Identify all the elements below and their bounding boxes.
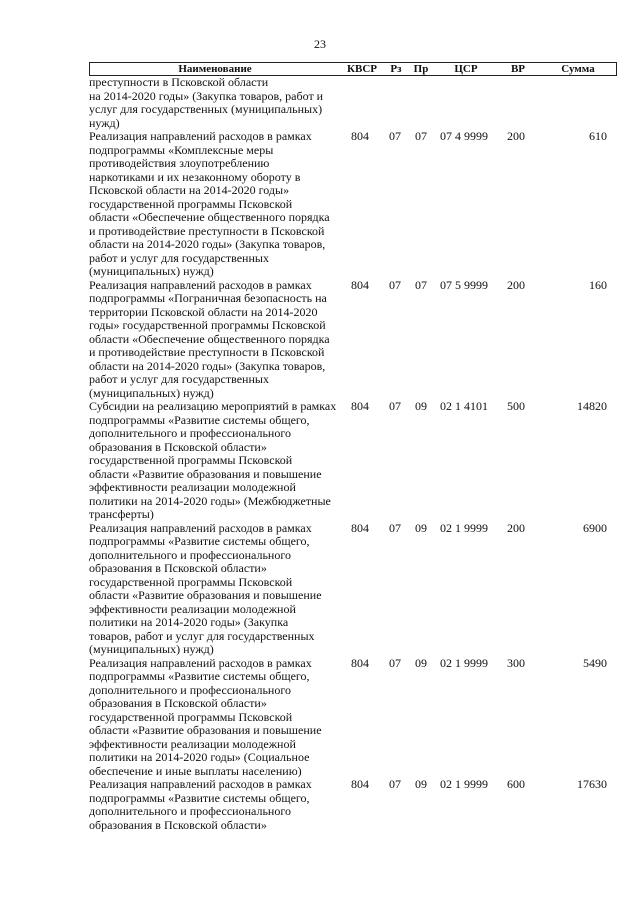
- row-sum: 610: [589, 129, 607, 143]
- row-kvsr: 804: [351, 277, 369, 292]
- row-pr: 07: [415, 129, 427, 143]
- row-pr: 09: [415, 777, 427, 791]
- table-row: [89, 279, 617, 401]
- row-vr: 200: [507, 520, 525, 535]
- row-csr: 02 1 4101: [440, 399, 488, 413]
- header-vr: ВР: [510, 63, 526, 75]
- row-rz: 07: [389, 520, 401, 535]
- row-csr: 07 5 9999: [440, 277, 488, 292]
- row-sum: 17630: [577, 777, 607, 791]
- row-csr: 02 1 9999: [440, 777, 488, 791]
- row-name: Реализация направлений расходов в рамках подпрограммы «Развитие системы общего, дополнительного и профессионального образования в Псковской области» государственной программы Псковской области «Развитие образования и повышение эффективности реализации молодежной политики на 2014-2020 годы» (Социальное обеспечение и иные выплаты населению): [89, 655, 322, 778]
- row-rz: 07: [389, 129, 401, 143]
- row-sum: 6900: [583, 520, 607, 535]
- row-csr: 07 4 9999: [440, 129, 488, 143]
- header-pr: Пр: [413, 63, 429, 75]
- row-vr: 600: [507, 777, 525, 791]
- header-name: Наименование: [178, 63, 252, 75]
- row-kvsr: 804: [351, 655, 369, 670]
- header-sum: Сумма: [561, 63, 595, 75]
- row-pr: 09: [415, 399, 427, 413]
- row-sum: 160: [589, 277, 607, 292]
- row-vr: 300: [507, 655, 525, 670]
- row-csr: 02 1 9999: [440, 655, 488, 670]
- row-name: преступности в Псковской области на 2014-2020 годы» (Закупка товаров, работ и услуг для государственных (муниципальных) нужд): [89, 75, 324, 130]
- header-kvsr: КВСР: [347, 63, 377, 75]
- row-name: Субсидии на реализацию мероприятий в рамках подпрограммы «Развитие системы общего, дополнительного и профессионального образования в Псковской области» государственной программы Псковской области «Развитие образования и повышение эффективности реализации молодежной политики на 2014-2020 годы» (Межбюджетные трансферты): [89, 399, 337, 521]
- row-name: Реализация направлений расходов в рамках подпрограммы «Развитие системы общего, дополнительного и профессионального образования в Псковской области»: [89, 777, 312, 832]
- row-rz: 07: [389, 655, 401, 670]
- row-kvsr: 804: [351, 777, 369, 791]
- row-kvsr: 804: [351, 520, 369, 535]
- row-kvsr: 804: [351, 129, 369, 143]
- row-rz: 07: [389, 277, 401, 292]
- row-name: Реализация направлений расходов в рамках подпрограммы «Развитие системы общего, дополнительного и профессионального образования в Псковской области» государственной программы Псковской области «Развитие образования и повышение эффективности реализации молодежной политики на 2014-2020 годы» (Закупка товаров, работ и услуг для государственных (муниципальных) нужд): [89, 520, 322, 656]
- table-row: [89, 400, 617, 522]
- row-pr: 07: [415, 277, 427, 292]
- table-header: [89, 62, 617, 76]
- row-vr: 500: [507, 399, 525, 413]
- page-number: 23: [314, 37, 326, 51]
- table-row: [89, 778, 617, 832]
- table-row: [89, 657, 617, 779]
- row-name: Реализация направлений расходов в рамках подпрограммы «Пограничная безопасность на территории Псковской области на 2014-2020 годы» государственной программы Псковской области «Обеспечение общественного порядка и противодействие преступности в Псковской области на 2014-2020 годы» (Закупка товаров, работ и услуг для государственных (муниципальных) нужд): [89, 277, 330, 400]
- header-rz: Рз: [390, 63, 402, 75]
- row-rz: 07: [389, 399, 401, 413]
- row-sum: 5490: [583, 655, 607, 670]
- table-row: [89, 522, 617, 657]
- row-pr: 09: [415, 655, 427, 670]
- table-row: [89, 76, 617, 130]
- row-rz: 07: [389, 777, 401, 791]
- header-csr: ЦСР: [454, 63, 478, 75]
- table-row: [89, 130, 617, 279]
- row-kvsr: 804: [351, 399, 369, 413]
- budget-table: [89, 62, 617, 832]
- row-sum: 14820: [577, 399, 607, 413]
- row-pr: 09: [415, 520, 427, 535]
- row-vr: 200: [507, 129, 525, 143]
- row-vr: 200: [507, 277, 525, 292]
- row-csr: 02 1 9999: [440, 520, 488, 535]
- row-name: Реализация направлений расходов в рамках подпрограммы «Комплексные меры противодействия злоупотреблению наркотиками и их незаконному обороту в Псковской области на 2014-2020 годы» государственной программы Псковской области «Обеспечение общественного порядка и противодействие преступности в Псковской области на 2014-2020 годы» (Закупка товаров, работ и услуг для государственных (муниципальных) нужд): [89, 129, 330, 278]
